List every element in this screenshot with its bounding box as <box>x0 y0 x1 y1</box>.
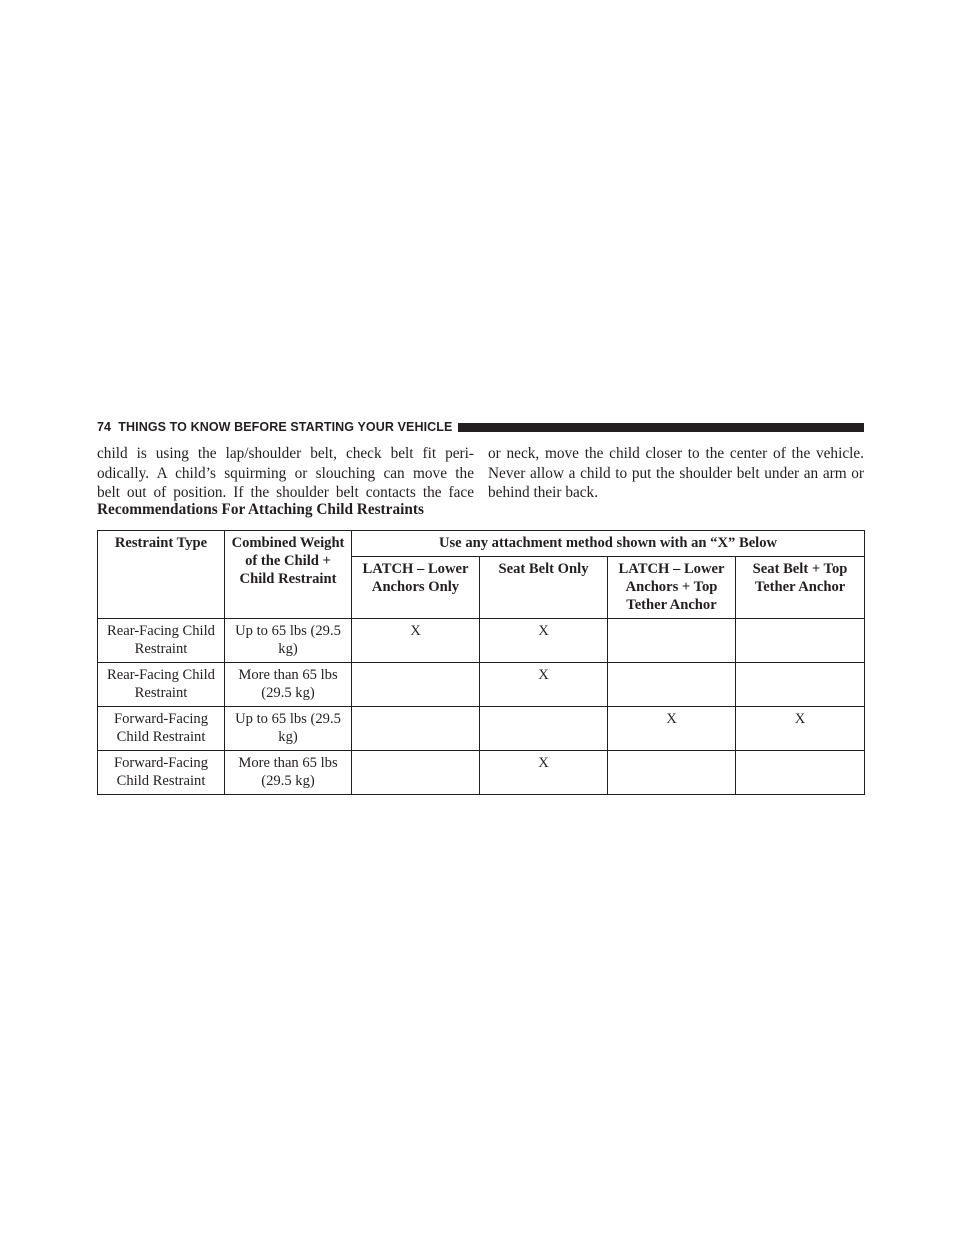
cell-mark <box>736 751 865 795</box>
cell-mark: X <box>480 663 608 707</box>
body-line: child is using the lap/shoulder belt, check belt fit peri- <box>97 445 474 462</box>
cell-mark <box>352 707 480 751</box>
cell-mark <box>352 663 480 707</box>
cell-restraint-type: Forward-Facing Child Restraint <box>98 707 225 751</box>
body-line: belt out of position. If the shoulder belt contacts the face <box>97 484 474 502</box>
cell-weight: Up to 65 lbs (29.5 kg) <box>225 707 352 751</box>
body-line: odically. A child’s squirming or slouching can move the <box>97 464 474 482</box>
header-text <box>97 420 452 434</box>
header-method-latch: LATCH – Lower Anchors Only <box>352 557 480 619</box>
cell-weight: Up to 65 lbs (29.5 kg) <box>225 619 352 663</box>
table-row <box>98 751 865 795</box>
cell-mark: X <box>608 707 736 751</box>
table-row <box>98 707 865 751</box>
header-attachment-group: Use any attachment method shown with an “X” Below <box>352 531 865 557</box>
cell-mark <box>480 707 608 751</box>
cell-mark: X <box>736 707 865 751</box>
table-row <box>98 663 865 707</box>
cell-mark <box>608 751 736 795</box>
cell-restraint-type: Rear-Facing Child Restraint <box>98 663 225 707</box>
cell-mark: X <box>352 619 480 663</box>
header-combined-weight: Combined Weight of the Child + Child Restraint <box>225 531 352 619</box>
cell-mark <box>608 663 736 707</box>
header-rule <box>458 423 864 432</box>
table-row <box>98 619 865 663</box>
cell-mark <box>352 751 480 795</box>
section-title: Recommendations For Attaching Child Restraints <box>97 501 424 518</box>
body-column-right <box>488 444 864 503</box>
cell-weight: More than 65 lbs (29.5 kg) <box>225 663 352 707</box>
header-restraint-type: Restraint Type <box>98 531 225 619</box>
page-header <box>97 418 864 436</box>
header-method-seat-belt-tether: Seat Belt + Top Tether Anchor <box>736 557 865 619</box>
chapter-title: THINGS TO KNOW BEFORE STARTING YOUR VEHICLE <box>118 420 453 434</box>
cell-mark <box>736 619 865 663</box>
cell-weight: More than 65 lbs (29.5 kg) <box>225 751 352 795</box>
header-method-latch-tether: LATCH – Lower Anchors + Top Tether Anchor <box>608 557 736 619</box>
child-restraint-table <box>97 530 865 795</box>
cell-mark: X <box>480 751 608 795</box>
cell-restraint-type: Rear-Facing Child Restraint <box>98 619 225 663</box>
cell-mark <box>736 663 865 707</box>
page-number: 74 <box>97 420 112 434</box>
body-paragraph: or neck, move the child closer to the center of the vehicle. Never allow a child to put the shoulder belt under an arm or behind their back. <box>488 445 864 502</box>
cell-restraint-type: Forward-Facing Child Restraint <box>98 751 225 795</box>
body-column-left <box>97 444 474 503</box>
cell-mark: X <box>480 619 608 663</box>
cell-mark <box>608 619 736 663</box>
header-method-seat-belt: Seat Belt Only <box>480 557 608 619</box>
